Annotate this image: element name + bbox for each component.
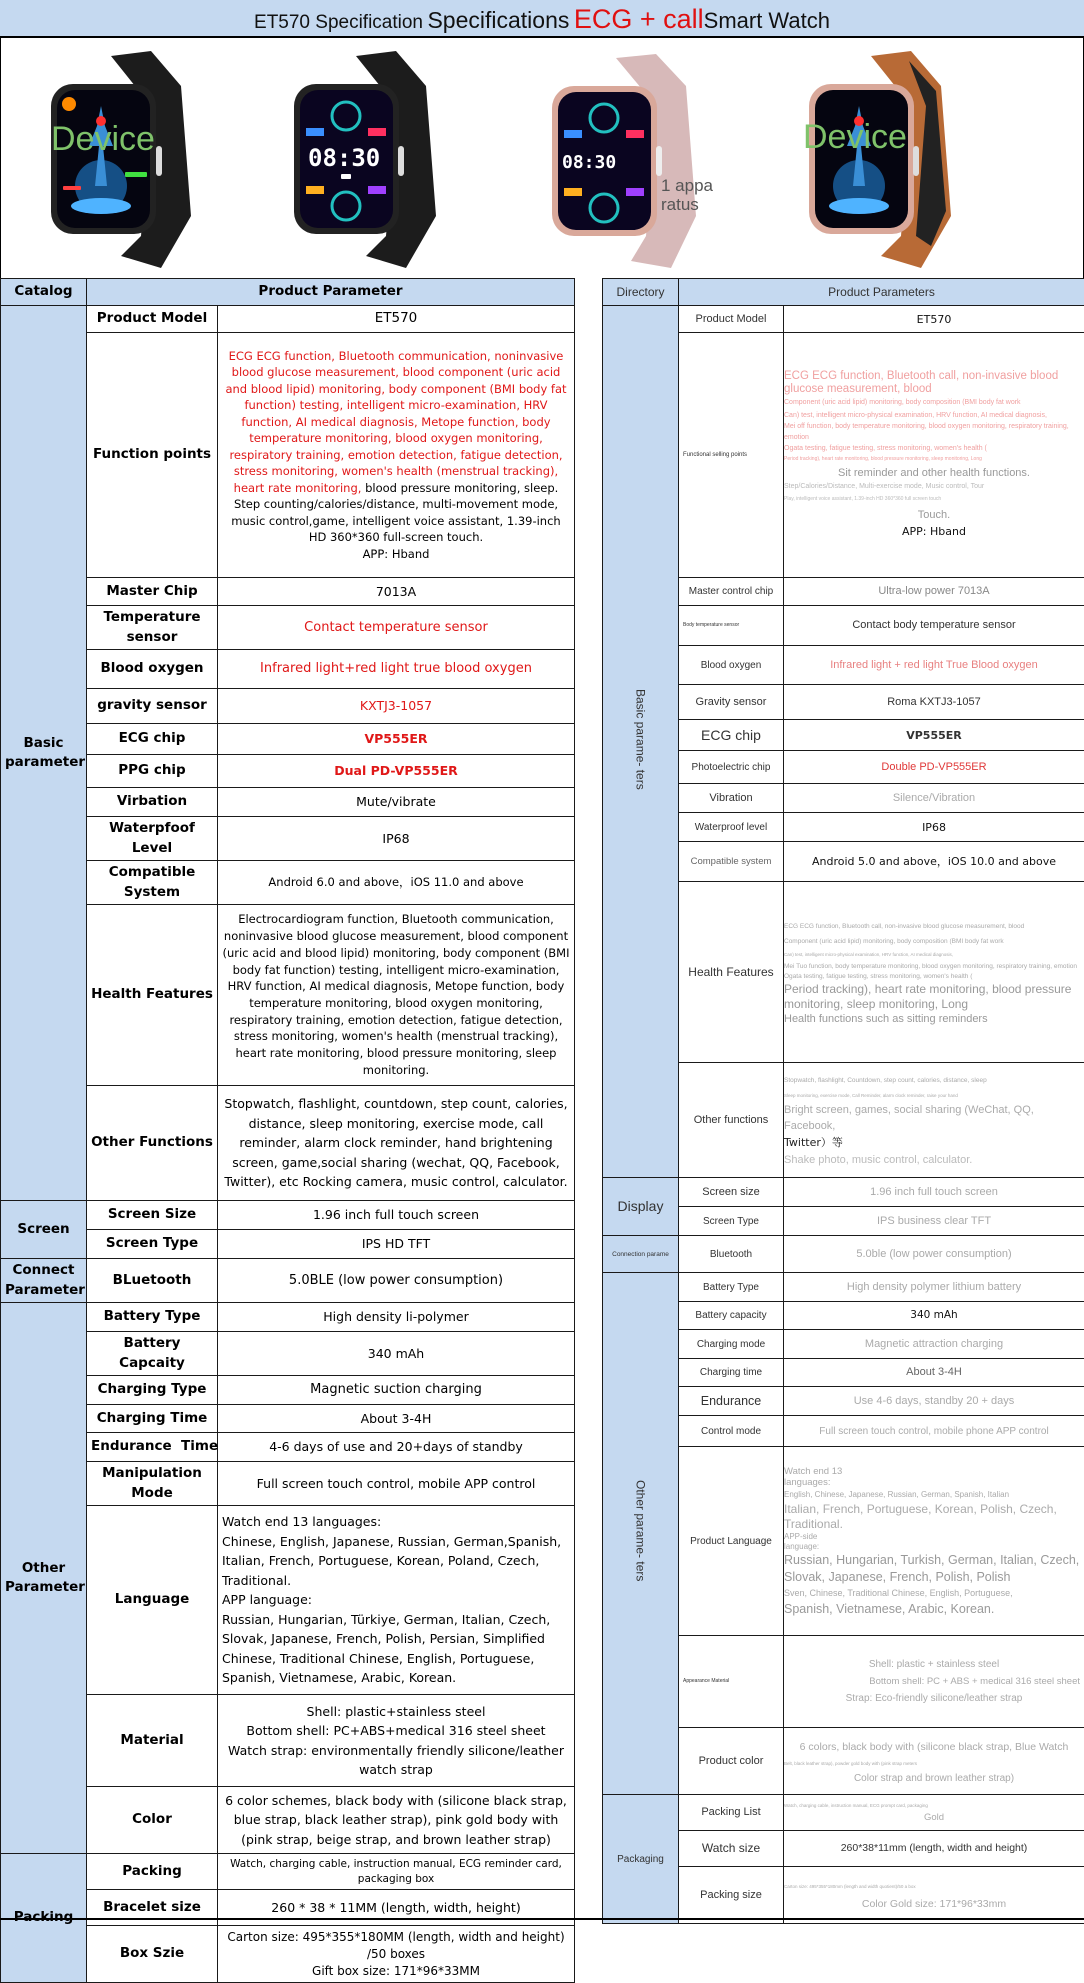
- param-value: Android 5.0 and above，iOS 10.0 and above: [784, 842, 1084, 882]
- param-name: Charging time: [679, 1359, 784, 1387]
- function-line-7: Sit reminder and other health functions.: [784, 465, 1084, 481]
- param-name: Endurance Time: [87, 1433, 218, 1462]
- box-size-line-2: Gift box size: 171*96*33MM: [222, 1963, 570, 1980]
- function-line-3: Can) test, intelligent micro-physical examination, HRV function, AI medical diagnosis,: [784, 410, 1084, 421]
- param-value: Magnetic suction charging: [218, 1376, 575, 1405]
- header-product-parameter: Product Parameter: [87, 279, 575, 306]
- function-line-10: Touch.: [784, 506, 1084, 524]
- watch-time: 08:30: [562, 152, 616, 173]
- param-value: Ultra-low power 7013A: [784, 578, 1084, 606]
- header-catalog: Catalog: [1, 279, 87, 306]
- param-value: Full screen touch control, mobile phone APP control: [784, 1416, 1084, 1447]
- other-fn-line-1: Stopwatch, flashlight, Countdown, step count, calories, distance, sleep: [784, 1072, 1084, 1090]
- param-name: Battery capacity: [679, 1302, 784, 1330]
- param-value: IP68: [218, 817, 575, 861]
- color-line-2: Belt, black leather strap), powder gold body with (pink strap meters: [784, 1756, 1084, 1772]
- table-row: [1, 1376, 575, 1405]
- param-name: Virbation: [87, 788, 218, 817]
- param-value: Use 4-6 days, standby 20 + days: [784, 1387, 1084, 1416]
- param-name: Product Model: [679, 306, 784, 333]
- param-name: Battery Type: [679, 1273, 784, 1302]
- watch-image-black-digital: [286, 46, 436, 268]
- param-name: Temperature sensor: [87, 606, 218, 650]
- param-name: Language: [87, 1506, 218, 1695]
- param-name: Manipulation Mode: [87, 1462, 218, 1506]
- category-connection: Connection parame: [603, 1236, 679, 1273]
- color-line-3: Color strap and brown leather strap): [784, 1772, 1084, 1785]
- table-row: [1, 1787, 575, 1854]
- table-row: [1, 606, 575, 650]
- other-fn-line-3: Bright screen, games, social sharing (WeChat, QQ, Facebook,: [784, 1102, 1084, 1134]
- param-value: 1.96 inch full touch screen: [784, 1178, 1084, 1207]
- language-line-2: Chinese, English, Japanese, Russian, German,Spanish, Italian, French, Portuguese, Korean, Poland, Czech, Traditional.: [222, 1532, 570, 1591]
- language-line-6: Sven, Chinese, Traditional Chinese, English, Portuguese,: [784, 1586, 1084, 1601]
- param-value: Full screen touch control, mobile APP control: [218, 1462, 575, 1506]
- table-row: [1, 1462, 575, 1506]
- param-name: ECG chip: [679, 720, 784, 751]
- param-name: Bracelet size: [87, 1890, 218, 1926]
- param-value: Watch, charging cable, instruction manual, ECG reminder card, packaging box: [218, 1854, 575, 1890]
- health-line-6: Period tracking), heart rate monitoring, blood pressure monitoring, sleep monitoring, Long: [784, 982, 1084, 1012]
- param-value: 7013A: [218, 578, 575, 606]
- overlay-device-label-2: Device: [803, 118, 907, 156]
- param-value-language: [218, 1506, 575, 1695]
- param-name: Watch size: [679, 1831, 784, 1867]
- category-basic-parameter: Basic parameter: [1, 306, 87, 1201]
- title-bar: [0, 0, 1084, 38]
- param-value: Contact body temperature sensor: [784, 606, 1084, 646]
- param-name: Product color: [679, 1728, 784, 1795]
- language-line-3: Italian, French, Portuguese, Korean, Polish, Czech, Traditional.: [784, 1502, 1084, 1532]
- language-line-2: English, Chinese, Japanese, Russian, German, Spanish, Italian: [784, 1488, 1084, 1502]
- table-row: [1, 905, 575, 1086]
- param-name: Control mode: [679, 1416, 784, 1447]
- param-name: Master control chip: [679, 578, 784, 606]
- param-name: PPG chip: [87, 755, 218, 788]
- category-screen: Screen: [1, 1201, 87, 1259]
- material-line-1: Shell: plastic + stainless steel: [788, 1656, 1080, 1673]
- title-part-1: ET570 Specification: [254, 12, 423, 33]
- table-row: [1, 578, 575, 606]
- param-name: Body temperature sensor: [679, 606, 784, 646]
- table-row: [1, 1230, 575, 1259]
- table-row: [1, 1506, 575, 1695]
- table-row: [1, 788, 575, 817]
- material-line-2: Bottom shell: PC+ABS+medical 316 steel sheet: [222, 1721, 570, 1741]
- param-value-language: [784, 1447, 1084, 1636]
- param-value: ET570: [218, 306, 575, 333]
- param-value: Mute/vibrate: [218, 788, 575, 817]
- param-name: Box Szie: [87, 1926, 218, 1983]
- param-name: Vibration: [679, 784, 784, 813]
- param-name: Battery Type: [87, 1303, 218, 1332]
- health-line-4: Mei Tuo function, body temperature monitoring, blood oxygen monitoring, respiratory training, emotion: [784, 961, 1084, 972]
- table-row: [603, 1178, 1084, 1207]
- language-line-1: Watch end 13 languages:: [784, 1466, 864, 1488]
- param-value: IPS business clear TFT: [784, 1207, 1084, 1236]
- table-row: [1, 1405, 575, 1433]
- param-value-material: [784, 1636, 1084, 1728]
- function-points-line-2: Step counting/calories/distance, multi-movement mode, music control,game, intelligent voice assistant, 1.39-inch HD 360*360 full-screen touch.: [231, 497, 560, 544]
- health-line-2: Component (uric acid lipid) monitoring, body composition (BMI body fat work: [784, 934, 1084, 949]
- param-value-function-points: [218, 333, 575, 578]
- table-row: [1, 1854, 575, 1890]
- spec-table-left: [0, 278, 575, 1983]
- param-name: Functional selling points: [679, 333, 784, 578]
- function-line-4: Mei off function, body temperature monitoring, blood oxygen monitoring, respiratory training, emotion: [784, 421, 1084, 443]
- table-row: [1, 817, 575, 861]
- param-name: Appearance Material: [679, 1636, 784, 1728]
- param-value: IPS HD TFT: [218, 1230, 575, 1259]
- param-name: Product Model: [87, 306, 218, 333]
- param-value-packing-size: [784, 1867, 1084, 1924]
- table-row: [603, 1273, 1084, 1302]
- table-row: [1, 1890, 575, 1926]
- param-value: Android 6.0 and above，iOS 11.0 and above: [218, 861, 575, 905]
- table-row: [1, 1926, 575, 1983]
- title-part-2: Specifications: [427, 7, 569, 33]
- function-line-6: Period tracking), heart rate monitoring, blood pressure monitoring, sleep monitoring, Long: [784, 454, 1084, 465]
- param-value: Roma KXTJ3-1057: [784, 685, 1084, 720]
- language-line-7: Spanish, Vietnamese, Arabic, Korean.: [784, 1601, 1084, 1617]
- box-size-line-1: Carton size: 495*355*180MM (length, width and height) /50 boxes: [222, 1929, 570, 1963]
- param-name: Waterproof level: [679, 813, 784, 842]
- param-name: Waterpfoof Level: [87, 817, 218, 861]
- param-name: Product Language: [679, 1447, 784, 1636]
- param-value-material: [218, 1695, 575, 1787]
- product-photo-strip: [0, 38, 1084, 278]
- param-name: Packing List: [679, 1795, 784, 1831]
- table-row: [1, 861, 575, 905]
- table-row: [603, 1795, 1084, 1831]
- color-line-1: 6 colors, black body with (silicone black strap, Blue Watch: [784, 1738, 1084, 1756]
- material-line-3: Watch strap: environmentally friendly silicone/leather watch strap: [222, 1741, 570, 1780]
- table-row: [1, 755, 575, 788]
- param-name: Packing: [87, 1854, 218, 1890]
- param-value-color: [784, 1728, 1084, 1795]
- param-name: Charging Time: [87, 1405, 218, 1433]
- table-row: [1, 1201, 575, 1230]
- function-line-2: Component (uric acid lipid) monitoring, body composition (BMI body fat work: [784, 396, 1084, 410]
- table-header-row: [603, 279, 1084, 306]
- watch-image-pink-digital: [546, 46, 696, 268]
- param-value: Contact temperature sensor: [218, 606, 575, 650]
- title-part-3: ECG + call: [574, 4, 704, 34]
- param-name: Health Features: [679, 882, 784, 1063]
- param-value: 5.0ble (low power consumption): [784, 1236, 1084, 1273]
- function-points-red: ECG ECG function, Bluetooth communication, noninvasive blood glucose measurement, blood component (uric acid and blood lipid) monitoring, body component (BMI body fat function) testing, intelligent micro-examination, HRV function, AI medical diagnosis, Metope function, body temperature monitoring, blood oxygen monitoring, respiratory training, emotion detection, fatigue detection, stress monitoring, women's health (menstrual tracking), heart rate monitoring,: [225, 349, 566, 495]
- packing-size-line-1: Carton size: 495*355*180mm (length and width quotient)/50 a box: [784, 1878, 1084, 1896]
- param-name: Photoelectric chip: [679, 751, 784, 784]
- other-fn-line-5: Shake photo, music control, calculator.: [784, 1152, 1084, 1168]
- material-line-1: Shell: plastic+stainless steel: [222, 1702, 570, 1722]
- param-name: Screen Size: [87, 1201, 218, 1230]
- table-row: [1, 1433, 575, 1462]
- param-value: VP555ER: [784, 720, 1084, 751]
- category-basic-label: Basic parame- ters: [634, 689, 648, 790]
- param-value: KXTJ3-1057: [218, 689, 575, 724]
- table-row: [1, 689, 575, 724]
- overlay-app-label: [661, 176, 713, 214]
- category-other-parameters: [603, 1273, 679, 1795]
- param-name: Charging Type: [87, 1376, 218, 1405]
- watch-time: 08:30: [308, 144, 380, 172]
- language-line-4: APP-side language:: [784, 1532, 854, 1552]
- table-row: [1, 1695, 575, 1787]
- param-value: High density polymer lithium battery: [784, 1273, 1084, 1302]
- category-basic-parameters: [603, 306, 679, 1178]
- param-name: Screen Type: [679, 1207, 784, 1236]
- param-value: IP68: [784, 813, 1084, 842]
- param-name: Color: [87, 1787, 218, 1854]
- param-value-packing: [784, 1795, 1084, 1831]
- param-name: Compatible System: [87, 861, 218, 905]
- header-directory: Directory: [603, 279, 679, 306]
- category-other-label: Other parame- ters: [634, 1480, 648, 1581]
- table-row: [603, 1236, 1084, 1273]
- param-name: Charging mode: [679, 1330, 784, 1359]
- param-value-function: [784, 333, 1084, 578]
- function-points-line-3: APP: Hband: [363, 547, 430, 561]
- param-value: ET570: [784, 306, 1084, 333]
- table-header-row: [1, 279, 575, 306]
- param-value: 5.0BLE (low power consumption): [218, 1259, 575, 1303]
- category-display: Display: [603, 1178, 679, 1236]
- table-row: [1, 333, 575, 578]
- table-row: [1, 1303, 575, 1332]
- param-name: BLuetooth: [87, 1259, 218, 1303]
- param-value: 340 mAh: [218, 1332, 575, 1376]
- table-row: [603, 306, 1084, 333]
- param-name: Compatible system: [679, 842, 784, 882]
- function-line-5: Ogata testing, fatigue testing, stress monitoring, women's health (: [784, 443, 1084, 454]
- function-line-11: APP: Hband: [784, 524, 1084, 540]
- param-name: Master Chip: [87, 578, 218, 606]
- param-name: Endurance: [679, 1387, 784, 1416]
- param-value: 6 color schemes, black body with (silicone black strap, blue strap, black leather strap), pink gold body with (pink strap, beige strap, and brown leather strap): [218, 1787, 575, 1854]
- param-name: Other functions: [679, 1063, 784, 1178]
- header-product-parameters: Product Parameters: [679, 279, 1084, 306]
- param-value-box-size: [218, 1926, 575, 1983]
- param-value: 340 mAh: [784, 1302, 1084, 1330]
- param-value: Electrocardiogram function, Bluetooth communication, noninvasive blood glucose measurement, blood component (uric acid and blood lipid) monitoring, body component (BMI body fat function) testing, intelligent micro-examination, HRV function, AI medical diagnosis, Metope function, body temperature monitoring, blood oxygen monitoring, respiratory training, emotion detection, fatigue detection, stress monitoring, women's health (menstrual tracking), heart rate monitoring, blood pressure monitoring, sleep monitoring.: [218, 905, 575, 1086]
- material-line-2: Bottom shell: PC + ABS + medical 316 steel sheet: [788, 1673, 1080, 1690]
- other-fn-line-2: Sleep monitoring, exercise mode, Call Reminder, alarm clock reminder, raise your hand: [784, 1090, 1084, 1102]
- param-name: Blood oxygen: [679, 646, 784, 685]
- param-value: High density li-polymer: [218, 1303, 575, 1332]
- param-name: Health Features: [87, 905, 218, 1086]
- table-row: [1, 1259, 575, 1303]
- param-name: ECG chip: [87, 724, 218, 755]
- param-value: About 3-4H: [218, 1405, 575, 1433]
- table-row: [1, 1086, 575, 1201]
- health-line-7: Health functions such as sitting reminders: [784, 1012, 1084, 1026]
- param-value: 260 * 38 * 11MM (length, width, height): [218, 1890, 575, 1926]
- param-value: Dual PD-VP555ER: [218, 755, 575, 788]
- param-name: Screen size: [679, 1178, 784, 1207]
- param-value: Magnetic attraction charging: [784, 1330, 1084, 1359]
- param-value: VP555ER: [218, 724, 575, 755]
- param-name: Screen Type: [87, 1230, 218, 1259]
- param-value-other-functions: [784, 1063, 1084, 1178]
- language-line-1: Watch end 13 languages:: [222, 1512, 570, 1532]
- param-name: Battery Capcaity: [87, 1332, 218, 1376]
- category-other-parameter: Other Parameter: [1, 1303, 87, 1854]
- param-name: Blood oxygen: [87, 650, 218, 689]
- health-line-3: Can) test, intelligent micro-physical examination, HRV function, AI medical diagnosis,: [784, 949, 1084, 961]
- category-packaging: Packaging: [603, 1795, 679, 1924]
- material-line-3: Strap: Eco-friendly silicone/leather strap: [788, 1690, 1080, 1707]
- packing-line-2: Gold: [784, 1811, 1084, 1824]
- param-value: 4-6 days of use and 20+days of standby: [218, 1433, 575, 1462]
- overlay-device-label-1: Device: [51, 120, 155, 158]
- health-line-1: ECG ECG function, Bluetooth call, non-invasive blood glucose measurement, blood: [784, 919, 1084, 934]
- param-name: Other Functions: [87, 1086, 218, 1201]
- table-row: [1, 724, 575, 755]
- param-value: 260*38*11mm (length, width and height): [784, 1831, 1084, 1867]
- function-line-9: Play, intelligent voice assistant, 1.39-inch HD 360*360 full screen touch: [784, 492, 1084, 506]
- language-line-4: Russian, Hungarian, Türkiye, German, Italian, Czech, Slovak, Japanese, French, Polish, Persian, Simplified Chinese, Traditional Chinese, English, Portuguese, Spanish, Vietnamese, Arabic, Korean.: [222, 1610, 570, 1688]
- function-line-1: ECG ECG function, Bluetooth call, non-invasive blood glucose measurement, blood: [784, 370, 1084, 396]
- param-value: Infrared light + red light True Blood oxygen: [784, 646, 1084, 685]
- param-value: Double PD-VP555ER: [784, 751, 1084, 784]
- param-name: gravity sensor: [87, 689, 218, 724]
- function-points-black: blood pressure monitoring, sleep.: [361, 481, 558, 495]
- param-name: Bluetooth: [679, 1236, 784, 1273]
- param-name: Gravity sensor: [679, 685, 784, 720]
- param-value: 1.96 inch full touch screen: [218, 1201, 575, 1230]
- table-row: [1, 306, 575, 333]
- health-line-5: Ogata testing, fatigue testing, stress monitoring, women's health (: [784, 972, 1084, 982]
- other-fn-line-4: Twitter）等: [784, 1134, 1084, 1152]
- param-value: Silence/Vibration: [784, 784, 1084, 813]
- language-line-5: Russian, Hungarian, Turkish, German, Italian, Czech, Slovak, Japanese, French, Polish, Polish: [784, 1552, 1084, 1586]
- spec-table-right: [602, 278, 1084, 1924]
- overlay-app-line-2: ratus: [661, 195, 713, 214]
- param-value: Infrared light+red light true blood oxygen: [218, 650, 575, 689]
- packing-size-line-2: Color Gold size: 171*96*33mm: [784, 1896, 1084, 1912]
- param-name: Material: [87, 1695, 218, 1787]
- category-connect-parameter: Connect Parameter: [1, 1259, 87, 1303]
- param-value: About 3-4H: [784, 1359, 1084, 1387]
- function-line-8: Step/Calories/Distance, Multi-exercise mode, Music control, Tour: [784, 481, 1084, 492]
- table-row: [1, 1332, 575, 1376]
- table-row: [1, 650, 575, 689]
- language-line-3: APP language:: [222, 1590, 570, 1610]
- param-name: Packing size: [679, 1867, 784, 1924]
- param-value: Stopwatch, flashlight, countdown, step count, calories, distance, sleep monitoring, exercise mode, call reminder, alarm clock reminder, hand brightening screen, game,social sharing (wechat, QQ, Facebook, Twitter), etc Rocking camera, music control, calculator.: [218, 1086, 575, 1201]
- title-part-4: Smart Watch: [704, 8, 830, 33]
- watch-image-brown-leather: [801, 46, 951, 268]
- param-value-health: [784, 882, 1084, 1063]
- overlay-app-line-1: 1 appa: [661, 176, 713, 195]
- param-name: Function points: [87, 333, 218, 578]
- packing-line-1: Watch, charging cable, instruction manual, ECG prompt card, packaging: [784, 1801, 1084, 1811]
